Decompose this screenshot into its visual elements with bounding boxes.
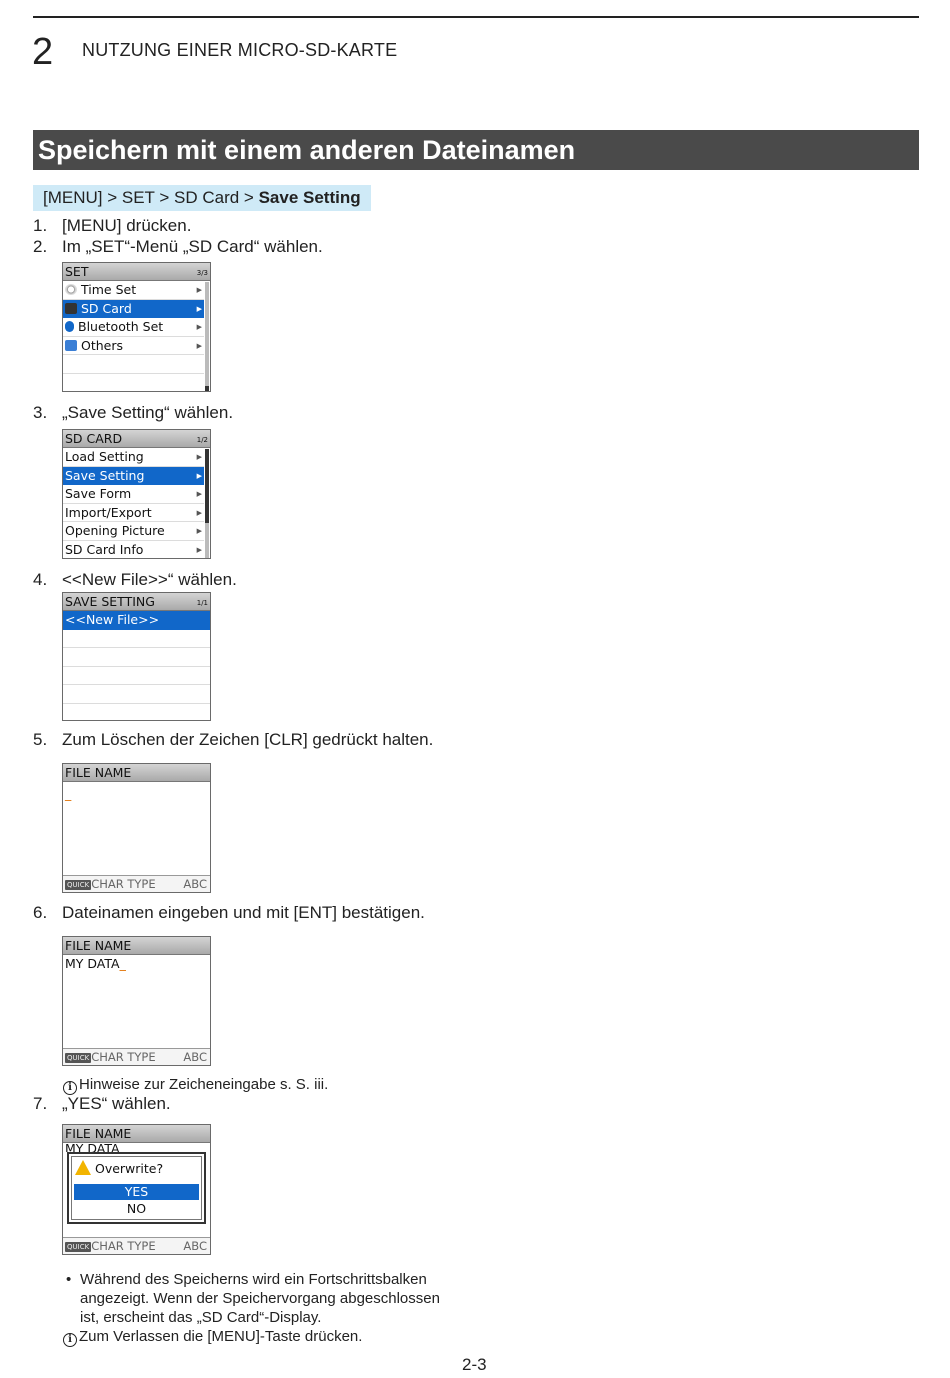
breadcrumb-current: Save Setting	[258, 188, 361, 207]
file-name-value: MY DATA	[65, 1143, 120, 1152]
screen-file-name-filled	[62, 936, 211, 1066]
char-input-note: i Hinweise zur Zeicheneingabe s. S. iii.	[63, 1075, 328, 1095]
chapter-number: 2	[32, 31, 54, 73]
screen-file-name-empty	[62, 763, 211, 893]
menu-item-others[interactable]: Others ▶	[63, 337, 204, 356]
step-4: 4. <<New File>>“ wählen.	[33, 570, 237, 589]
info-icon: i	[63, 1081, 77, 1095]
no-button[interactable]: NO	[126, 1201, 147, 1216]
empty-row	[63, 355, 204, 374]
char-mode-label: ABC	[183, 877, 207, 891]
step-6: 6. Dateinamen eingeben und mit [ENT] bestätigen.	[33, 903, 425, 922]
step-1: 1. [MENU] drücken.	[33, 216, 192, 235]
dialog-question: Overwrite?	[75, 1160, 204, 1178]
char-type-label: CHAR TYPE	[91, 877, 156, 891]
screen-title: SD CARD 1/2	[63, 430, 210, 448]
yes-button[interactable]: YES	[74, 1184, 199, 1200]
page-indicator: 1/2	[196, 436, 208, 444]
warning-icon	[75, 1160, 91, 1175]
quick-key-label[interactable]: QUICK	[67, 1243, 90, 1251]
menu-item-sd-card-info[interactable]: SD Card Info ▶	[63, 541, 204, 560]
bullet-line-1: Während des Speicherns wird ein Fortschrittsbalken	[80, 1271, 427, 1288]
empty-row	[63, 648, 210, 667]
menu-item-sd-card[interactable]: SD Card ▶	[63, 300, 204, 319]
char-mode-label: ABC	[183, 1239, 207, 1253]
others-icon	[65, 340, 77, 351]
menu-item-import-export[interactable]: Import/Export ▶	[63, 504, 204, 523]
quick-key-label[interactable]: QUICK	[67, 881, 90, 889]
file-name-value: MY DATA	[65, 956, 120, 971]
screen-overwrite	[62, 1124, 211, 1255]
overwrite-dialog	[67, 1152, 206, 1224]
menu-item-save-setting[interactable]: Save Setting ▶	[63, 467, 204, 486]
file-name-input[interactable]	[63, 956, 210, 972]
file-name-input[interactable]	[63, 786, 210, 802]
scrollbar[interactable]	[205, 282, 209, 391]
text-cursor: _	[119, 956, 126, 971]
char-type-label: CHAR TYPE	[91, 1050, 156, 1064]
top-rule	[33, 16, 919, 18]
text-cursor: _	[65, 786, 72, 801]
screen-title: SET 3/3	[63, 263, 210, 281]
screen-title: FILE NAME	[63, 764, 210, 782]
menu-item-load-setting[interactable]: Load Setting ▶	[63, 448, 204, 467]
page-number: 2-3	[462, 1355, 487, 1374]
char-mode-label: ABC	[183, 1050, 207, 1064]
step-2: 2. Im „SET“-Menü „SD Card“ wählen.	[33, 237, 323, 256]
screen-save-setting	[62, 592, 211, 721]
empty-row	[63, 630, 210, 649]
screen-sd-card	[62, 429, 211, 559]
scroll-thumb[interactable]	[205, 449, 209, 523]
menu-item-save-form[interactable]: Save Form ▶	[63, 485, 204, 504]
breadcrumb-path: [MENU] > SET > SD Card >	[43, 188, 259, 207]
screen-title: FILE NAME	[63, 1125, 210, 1143]
empty-row	[63, 374, 204, 393]
breadcrumb	[33, 185, 371, 211]
clock-icon	[65, 284, 77, 295]
page-indicator: 1/1	[196, 599, 208, 607]
step-5: 5. Zum Löschen der Zeichen [CLR] gedrückt halten.	[33, 730, 434, 749]
empty-row	[63, 667, 210, 686]
screen-title: FILE NAME	[63, 937, 210, 955]
bullet-marker: •	[66, 1271, 72, 1288]
step-3: 3. „Save Setting“ wählen.	[33, 403, 234, 422]
screen-footer	[63, 1048, 210, 1065]
bullet-line-2: angezeigt. Wenn der Speichervorgang abgeschlossen	[80, 1290, 440, 1307]
char-type-label: CHAR TYPE	[91, 1239, 156, 1253]
menu-item-opening-picture[interactable]: Opening Picture ▶	[63, 522, 204, 541]
step-7: 7. „YES“ wählen.	[33, 1094, 171, 1113]
screen-title: SAVE SETTING 1/1	[63, 593, 210, 611]
menu-item-bluetooth-set[interactable]: Bluetooth Set ▶	[63, 318, 204, 337]
chapter-title: NUTZUNG EINER MICRO-SD-KARTE	[82, 40, 398, 60]
bluetooth-icon	[65, 321, 74, 332]
sd-card-icon	[65, 303, 77, 314]
quick-key-label[interactable]: QUICK	[67, 1054, 90, 1062]
screen-set	[62, 262, 211, 392]
info-icon: i	[63, 1333, 77, 1347]
bullet-line-3: ist, erscheint das „SD Card“-Display.	[80, 1309, 322, 1326]
exit-note: i Zum Verlassen die [MENU]-Taste drücken.	[63, 1327, 362, 1347]
section-title: Speichern mit einem anderen Dateinamen	[33, 130, 919, 170]
empty-row	[63, 685, 210, 704]
menu-item-time-set[interactable]: Time Set ▶	[63, 281, 204, 300]
page-indicator: 3/3	[196, 269, 208, 277]
screen-footer	[63, 1237, 210, 1254]
menu-item-new-file[interactable]: <<New File>>	[63, 611, 210, 630]
screen-footer	[63, 875, 210, 892]
scroll-thumb[interactable]	[205, 386, 209, 391]
